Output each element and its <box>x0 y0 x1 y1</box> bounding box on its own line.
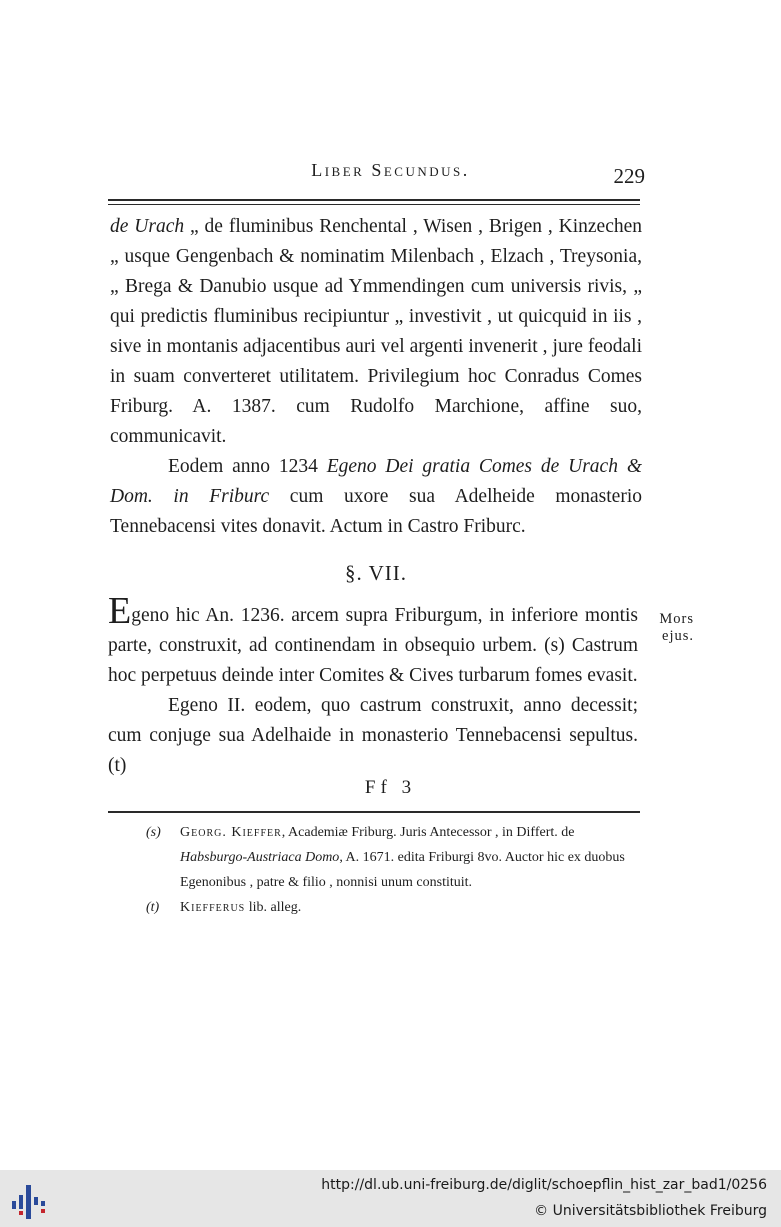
ub-freiburg-logo-icon <box>10 1181 54 1221</box>
footnotes <box>134 820 634 920</box>
margin-note <box>642 611 694 645</box>
margin-note-line-2: ejus. <box>662 628 694 644</box>
paragraph-2-italic: Egeno Dei gratia Comes de Urach & Dom. in Friburc <box>110 456 642 507</box>
main-text <box>110 212 642 542</box>
footer-bar <box>0 1170 781 1227</box>
paragraph-2-post: cum uxore sua Adelheide monasterio Tennebacensi vites donavit. Actum in Castro Friburc. <box>110 486 642 537</box>
paragraph-2 <box>110 452 642 542</box>
footnote-s <box>134 820 634 895</box>
footnote-mark: (s) <box>146 825 161 840</box>
paragraph-1-lead: de Urach <box>110 216 185 237</box>
section-heading: §. VII. <box>344 561 408 585</box>
footnote-text: , A. 1671. edita Friburgi 8vo. Auctor hic ex duobus Egenonibus , patre & filio , nonnisi unum constituit. <box>180 850 625 890</box>
permalink[interactable]: http://dl.ub.uni-freiburg.de/diglit/schoepflin_hist_zar_bad1/0256 <box>321 1177 767 1193</box>
paragraph-1-text: „ de fluminibus Renchental , Wisen , Brigen , Kinzechen „ usque Gengenbach & nominatim Milenbach , Elzach , Treysonia, „ Brega & Danubio usque ad Ymmendingen cum universis rivis, „ qui predictis fluminibus recipiuntur „ investivit , ut quicquid in iis , sive in montanis adjacentibus auri vel argenti invenerit , jure feodali in suam converteret utilitatem. Privilegium hoc Conradus Comes Friburg. A. 1387. cum Rudolfo Marchione, affine suo, communicavit. <box>110 216 643 447</box>
header-rule-top <box>108 199 640 201</box>
footnote-text: lib. alleg. <box>245 900 302 915</box>
paragraph-3 <box>108 590 638 691</box>
footnote-t <box>134 895 634 920</box>
paragraph-2-pre: Eodem anno 1234 <box>168 456 327 477</box>
footnote-author: Georg. Kieffer <box>180 825 282 840</box>
paragraph-4 <box>108 691 638 781</box>
footnote-mark: (t) <box>146 900 160 915</box>
drop-cap: E <box>108 590 132 632</box>
section-text <box>108 590 638 781</box>
paragraph-1 <box>110 212 642 452</box>
signature-mark: Ff 3 <box>364 777 417 798</box>
header-rule-bottom <box>108 204 640 205</box>
copyright-notice: © Universitätsbibliothek Freiburg <box>534 1203 767 1219</box>
page-number: 229 <box>613 164 645 188</box>
footnote-author: Kiefferus <box>180 900 246 915</box>
footnote-text: , Academiæ Friburg. Juris Antecessor , in Differt. de <box>281 825 575 840</box>
footnote-title: Habsburgo-Austriaca Domo <box>180 850 340 865</box>
footnote-rule <box>108 811 640 813</box>
margin-note-line-1: Mors <box>659 611 694 627</box>
paragraph-3-text: geno hic An. 1236. arcem supra Friburgum, in inferiore montis parte, construxit, ad continendam in obsequio urbem. (s) Castrum hoc perpetuus deinde inter Comites & Cives turbarum fomes evasit. <box>108 605 638 686</box>
paragraph-4-text: Egeno II. eodem, quo castrum construxit, anno decessit; cum conjuge sua Adelhaide in monasterio Tennebacensi sepultus. (t) <box>108 695 638 776</box>
running-head: Liber Secundus. <box>311 160 470 180</box>
